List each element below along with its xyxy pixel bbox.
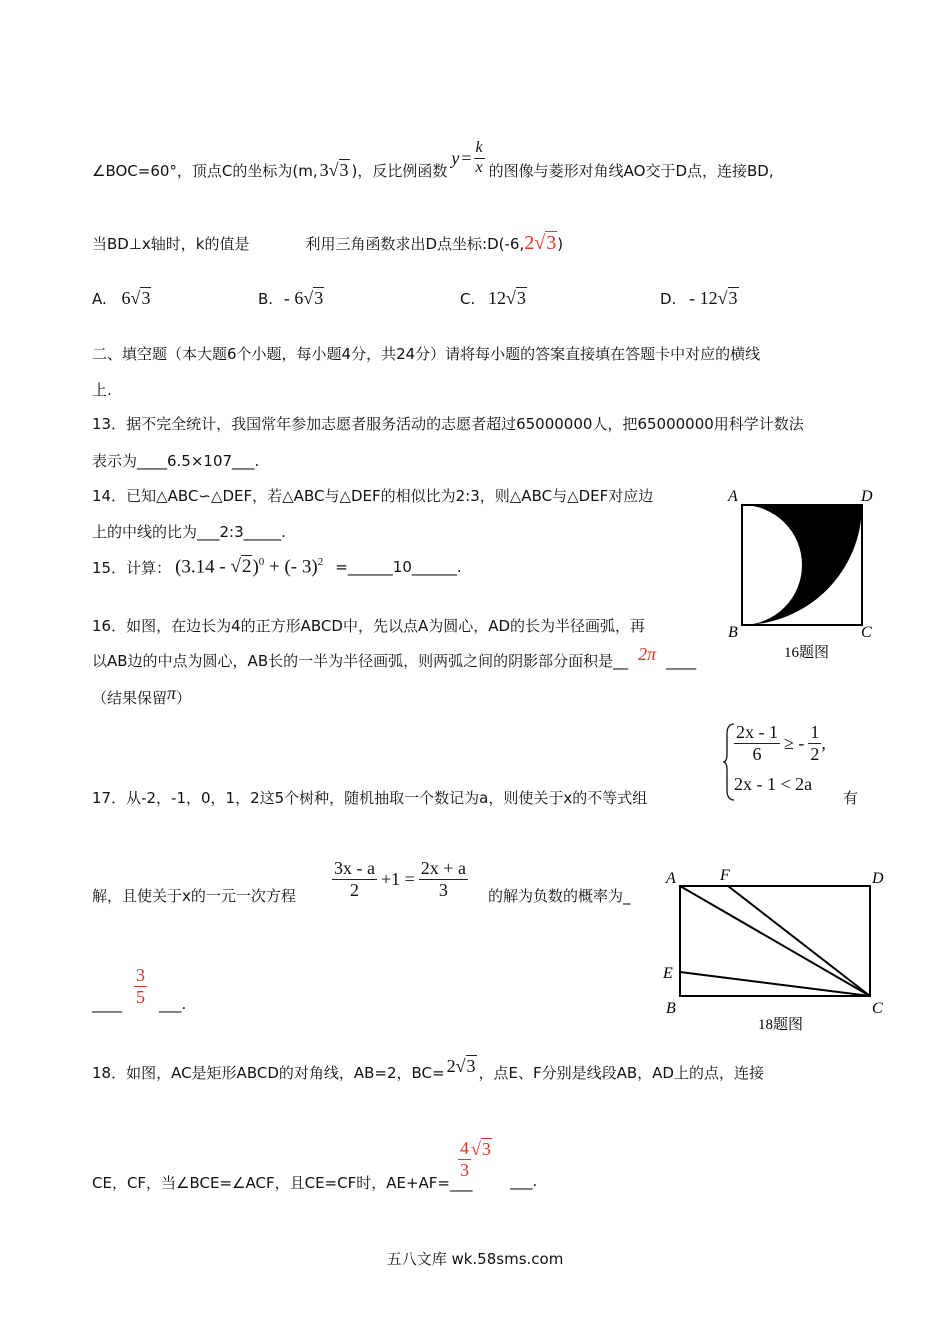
label-c: C	[861, 624, 872, 641]
q12-line1	[92, 139, 774, 195]
q12-hint: 利用三角函数求出D点坐标:D(-6,2√3)	[305, 231, 564, 254]
option-d: D. - 12√3	[660, 288, 738, 308]
q16-answer: 2π	[638, 644, 657, 664]
option-c: C. 12√3	[460, 288, 526, 308]
figure-18-caption: 18题图	[758, 1017, 804, 1033]
figure-18	[660, 864, 892, 1034]
bc-value: 2√3	[446, 1056, 476, 1076]
section2-line2: 上.	[92, 381, 112, 399]
section2-line1: 二、填空题（本大题6个小题，每小题4分，共24分）请将每小题的答案直接填在答题卡中对应的横线	[92, 345, 761, 363]
option-a: A. 6√3	[92, 288, 151, 308]
inverse-function: y = $\frac{k}{x}$	[451, 139, 483, 176]
q15-line: 15．计算： (3.14 - √2)$^0$ + (- 3)$^2$ =______10______.	[92, 556, 462, 578]
shaded-region	[742, 505, 862, 625]
q13-line2: 表示为____6.5×107___.	[92, 452, 260, 470]
q17-line2-b: 的解为负数的概率为_	[488, 887, 631, 905]
label-a: A	[666, 870, 676, 887]
label-b: B	[728, 624, 738, 641]
q12-line2: 当BD⊥x轴时，k的值是 利用三角函数求出D点坐标:D(-6,2√3)	[92, 231, 564, 254]
figure-16	[722, 485, 882, 665]
q12-line1-b: )，反比例函数	[351, 161, 448, 180]
option-b: B. - 6√3	[258, 288, 324, 308]
q17-line1: 17．从-2，-1，0，1，2这5个树种，随机抽取一个数记为a，则使关于x的不等式组	[92, 789, 648, 807]
q14-line2: 上的中线的比为___2:3_____.	[92, 523, 286, 541]
q16-line3: （结果保留π）	[92, 683, 192, 707]
label-b: B	[666, 1000, 676, 1017]
q17-line2: 解，且使关于x的一元一次方程	[92, 887, 296, 905]
q18-answer: $\frac{4}{3}$ √3	[460, 1138, 491, 1180]
footer-watermark: 五八文库 wk.58sms.com	[386, 1250, 564, 1268]
q18-line2: CE，CF，当∠BCE=∠ACF，且CE=CF时，AE+AF=___	[92, 1174, 473, 1192]
segment-cf	[728, 886, 870, 996]
q18-line1: 18．如图，AC是矩形ABCD的对角线，AB=2，BC= 2√3 ，点E、F分别是线段AB，AD上的点，连接	[92, 1056, 764, 1082]
q16-line2: 以AB边的中点为圆心，AB长的一半为半径画弧，则两弧之间的阴影部分面积是__ 2π ____	[92, 644, 697, 670]
label-e: E	[663, 965, 673, 982]
q15-expression: (3.14 - √2)$^0$ + (- 3)$^2$	[175, 556, 324, 578]
q12-line1-c: 的图像与菱形对角线AO交于D点，连接BD,	[488, 161, 774, 180]
q13-line1: 13．据不完全统计，我国常年参加志愿者服务活动的志愿者超过65000000人，把65000000用科学计数法	[92, 415, 804, 433]
linear-equation: $\frac{3x - a}{2}$ +1 = $\frac{2x + a}{3}$	[334, 858, 466, 900]
label-a: A	[728, 488, 738, 505]
q18-line2-b: ___.	[510, 1172, 538, 1190]
label-f: F	[720, 867, 730, 884]
hint-answer: 2√3	[524, 231, 557, 254]
label-c: C	[872, 1000, 883, 1017]
label-d: D	[872, 870, 884, 887]
figure-16-caption: 16题图	[784, 645, 830, 661]
q17-answer: $\frac{3}{5}$	[136, 965, 145, 1007]
segment-ce	[680, 972, 870, 996]
label-d: D	[861, 488, 873, 505]
q12-line1-a: ∠BOC=60°，顶点C的坐标为(m,	[92, 161, 318, 180]
q17-answer-line: ____ $\frac{3}{5}$ ___.	[92, 965, 187, 1014]
q12-coord-value: 3√3	[319, 159, 349, 180]
q17-line1-tail: 有	[843, 789, 859, 807]
q16-line1: 16．如图，在边长为4的正方形ABCD中，先以点A为圆心，AD的长为半径画弧，再	[92, 617, 646, 635]
diagonal-ac	[680, 886, 870, 996]
q14-line1: 14．已知△ABC∽△DEF，若△ABC与△DEF的相似比为2:3，则△ABC与△DEF对应边	[92, 487, 654, 505]
